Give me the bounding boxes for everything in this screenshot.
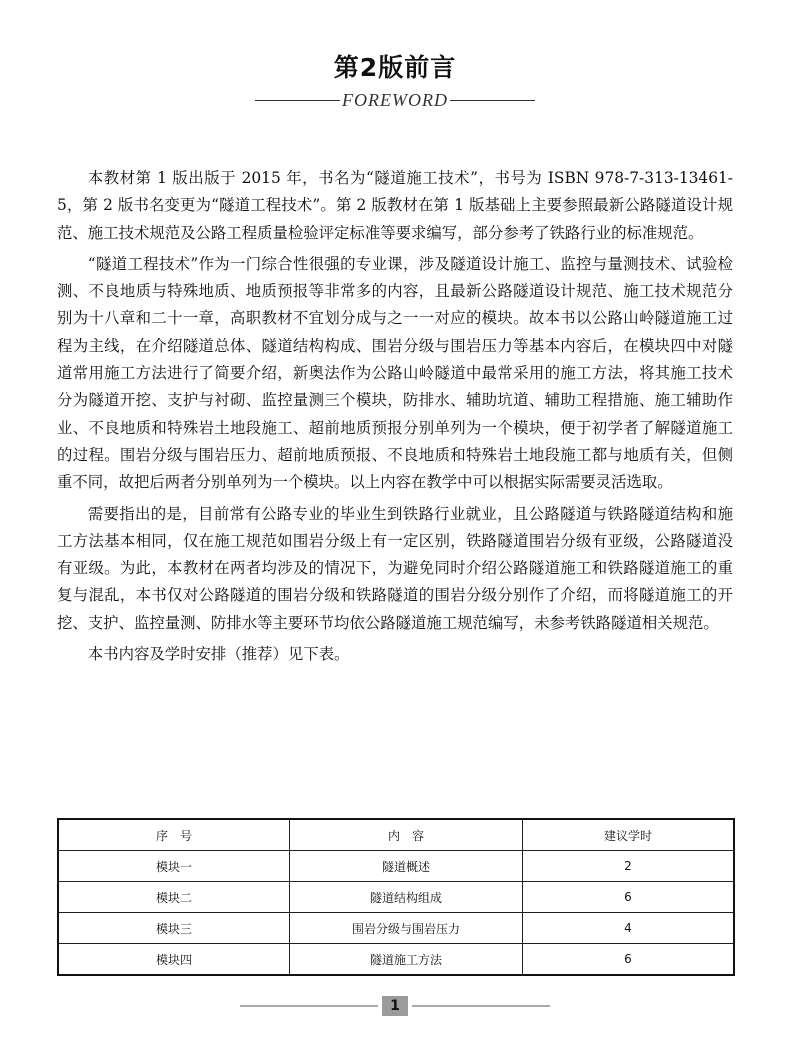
cell-content: 隧道施工方法: [290, 944, 523, 976]
paragraph: 本教材第 1 版出版于 2015 年，书名为“隧道施工技术”，书号为 ISBN 978-7-313-13461-5，第 2 版书名变更为“隧道工程技术”。第 2 版教材在第 1 版基础上主要参照最新公路隧道设计规范、施工技术规范及公路工程质量检验评定标准等要求编写，部分参考了铁路行业的标准规范。: [57, 169, 733, 242]
column-header-content: 内 容: [290, 819, 523, 851]
cell-hours: 6: [523, 944, 735, 976]
footer-rule-right: [412, 1005, 550, 1007]
paragraph: “隧道工程技术”作为一门综合性很强的专业课，涉及隧道设计施工、监控与量测技术、试验检测、不良地质与特殊地质、地质预报等非常多的内容，且最新公路隧道设计规范、施工技术规范分别为十八章和二十一章，高职教材不宜划分成与之一一对应的模块。故本书以公路山岭隧道施工过程为主线，在介绍隧道总体、隧道结构构成、围岩分级与围岩压力等基本内容后，在模块四中对隧道常用施工方法进行了简要介绍，新奥法作为公路山岭隧道中最常采用的施工方法，将其施工技术分为隧道开挖、支护与衬砌、监控量测三个模块，防排水、辅助坑道、辅助工程措施、施工辅助作业、不良地质和特殊岩土地段施工、超前地质预报分别单列为一个模块，便于初学者了解隧道施工的过程。围岩分级与围岩压力、超前地质预报、不良地质和特殊岩土地段施工都与地质有关，但侧重不同，故把后两者分别单列为一个模块。以上内容在教学中可以根据实际需要灵活选取。: [57, 254, 733, 492]
schedule-table: [57, 818, 735, 976]
footer-rule-left: [240, 1005, 378, 1007]
body-text: [57, 165, 733, 672]
paragraph: 需要指出的是，目前常有公路专业的毕业生到铁路行业就业，且公路隧道与铁路隧道结构和施工方法基本相同，仅在施工规范如围岩分级上有一定区别，铁路隧道围岩分级有亚级，公路隧道没有亚级。为此，本教材在两者均涉及的情况下，为避免同时介绍公路隧道施工和铁路隧道施工的重复与混乱，本书仅对公路隧道的围岩分级和铁路隧道的围岩分级分别作了介绍，而将隧道施工的开挖、支护、监控量测、防排水等主要环节均依公路隧道施工规范编写，未参考铁路隧道相关规范。: [57, 504, 733, 632]
column-header-number: 序 号: [58, 819, 290, 851]
cell-module: 模块二: [58, 882, 290, 913]
cell-module: 模块三: [58, 913, 290, 944]
paragraph: 本书内容及学时安排（推荐）见下表。: [87, 645, 350, 664]
table-row: [58, 882, 734, 913]
cell-module: 模块四: [58, 944, 290, 976]
subtitle-rule-right: [450, 100, 535, 101]
cell-content: 隧道结构组成: [290, 882, 523, 913]
subtitle: FOREWORD: [342, 89, 448, 110]
subtitle-row: [255, 88, 535, 112]
cell-module: 模块一: [58, 851, 290, 882]
subtitle-rule-left: [255, 100, 340, 101]
column-header-hours: 建议学时: [523, 819, 735, 851]
page-footer: [240, 996, 550, 1016]
cell-content: 隧道概述: [290, 851, 523, 882]
table-row: [58, 851, 734, 882]
table-row: [58, 944, 734, 976]
page-title: 第2版前言: [333, 53, 457, 82]
table-header-row: [58, 819, 734, 851]
page-number: 1: [382, 996, 408, 1016]
cell-hours: 2: [523, 851, 735, 882]
cell-hours: 4: [523, 913, 735, 944]
cell-content: 围岩分级与围岩压力: [290, 913, 523, 944]
table-row: [58, 913, 734, 944]
cell-hours: 6: [523, 882, 735, 913]
